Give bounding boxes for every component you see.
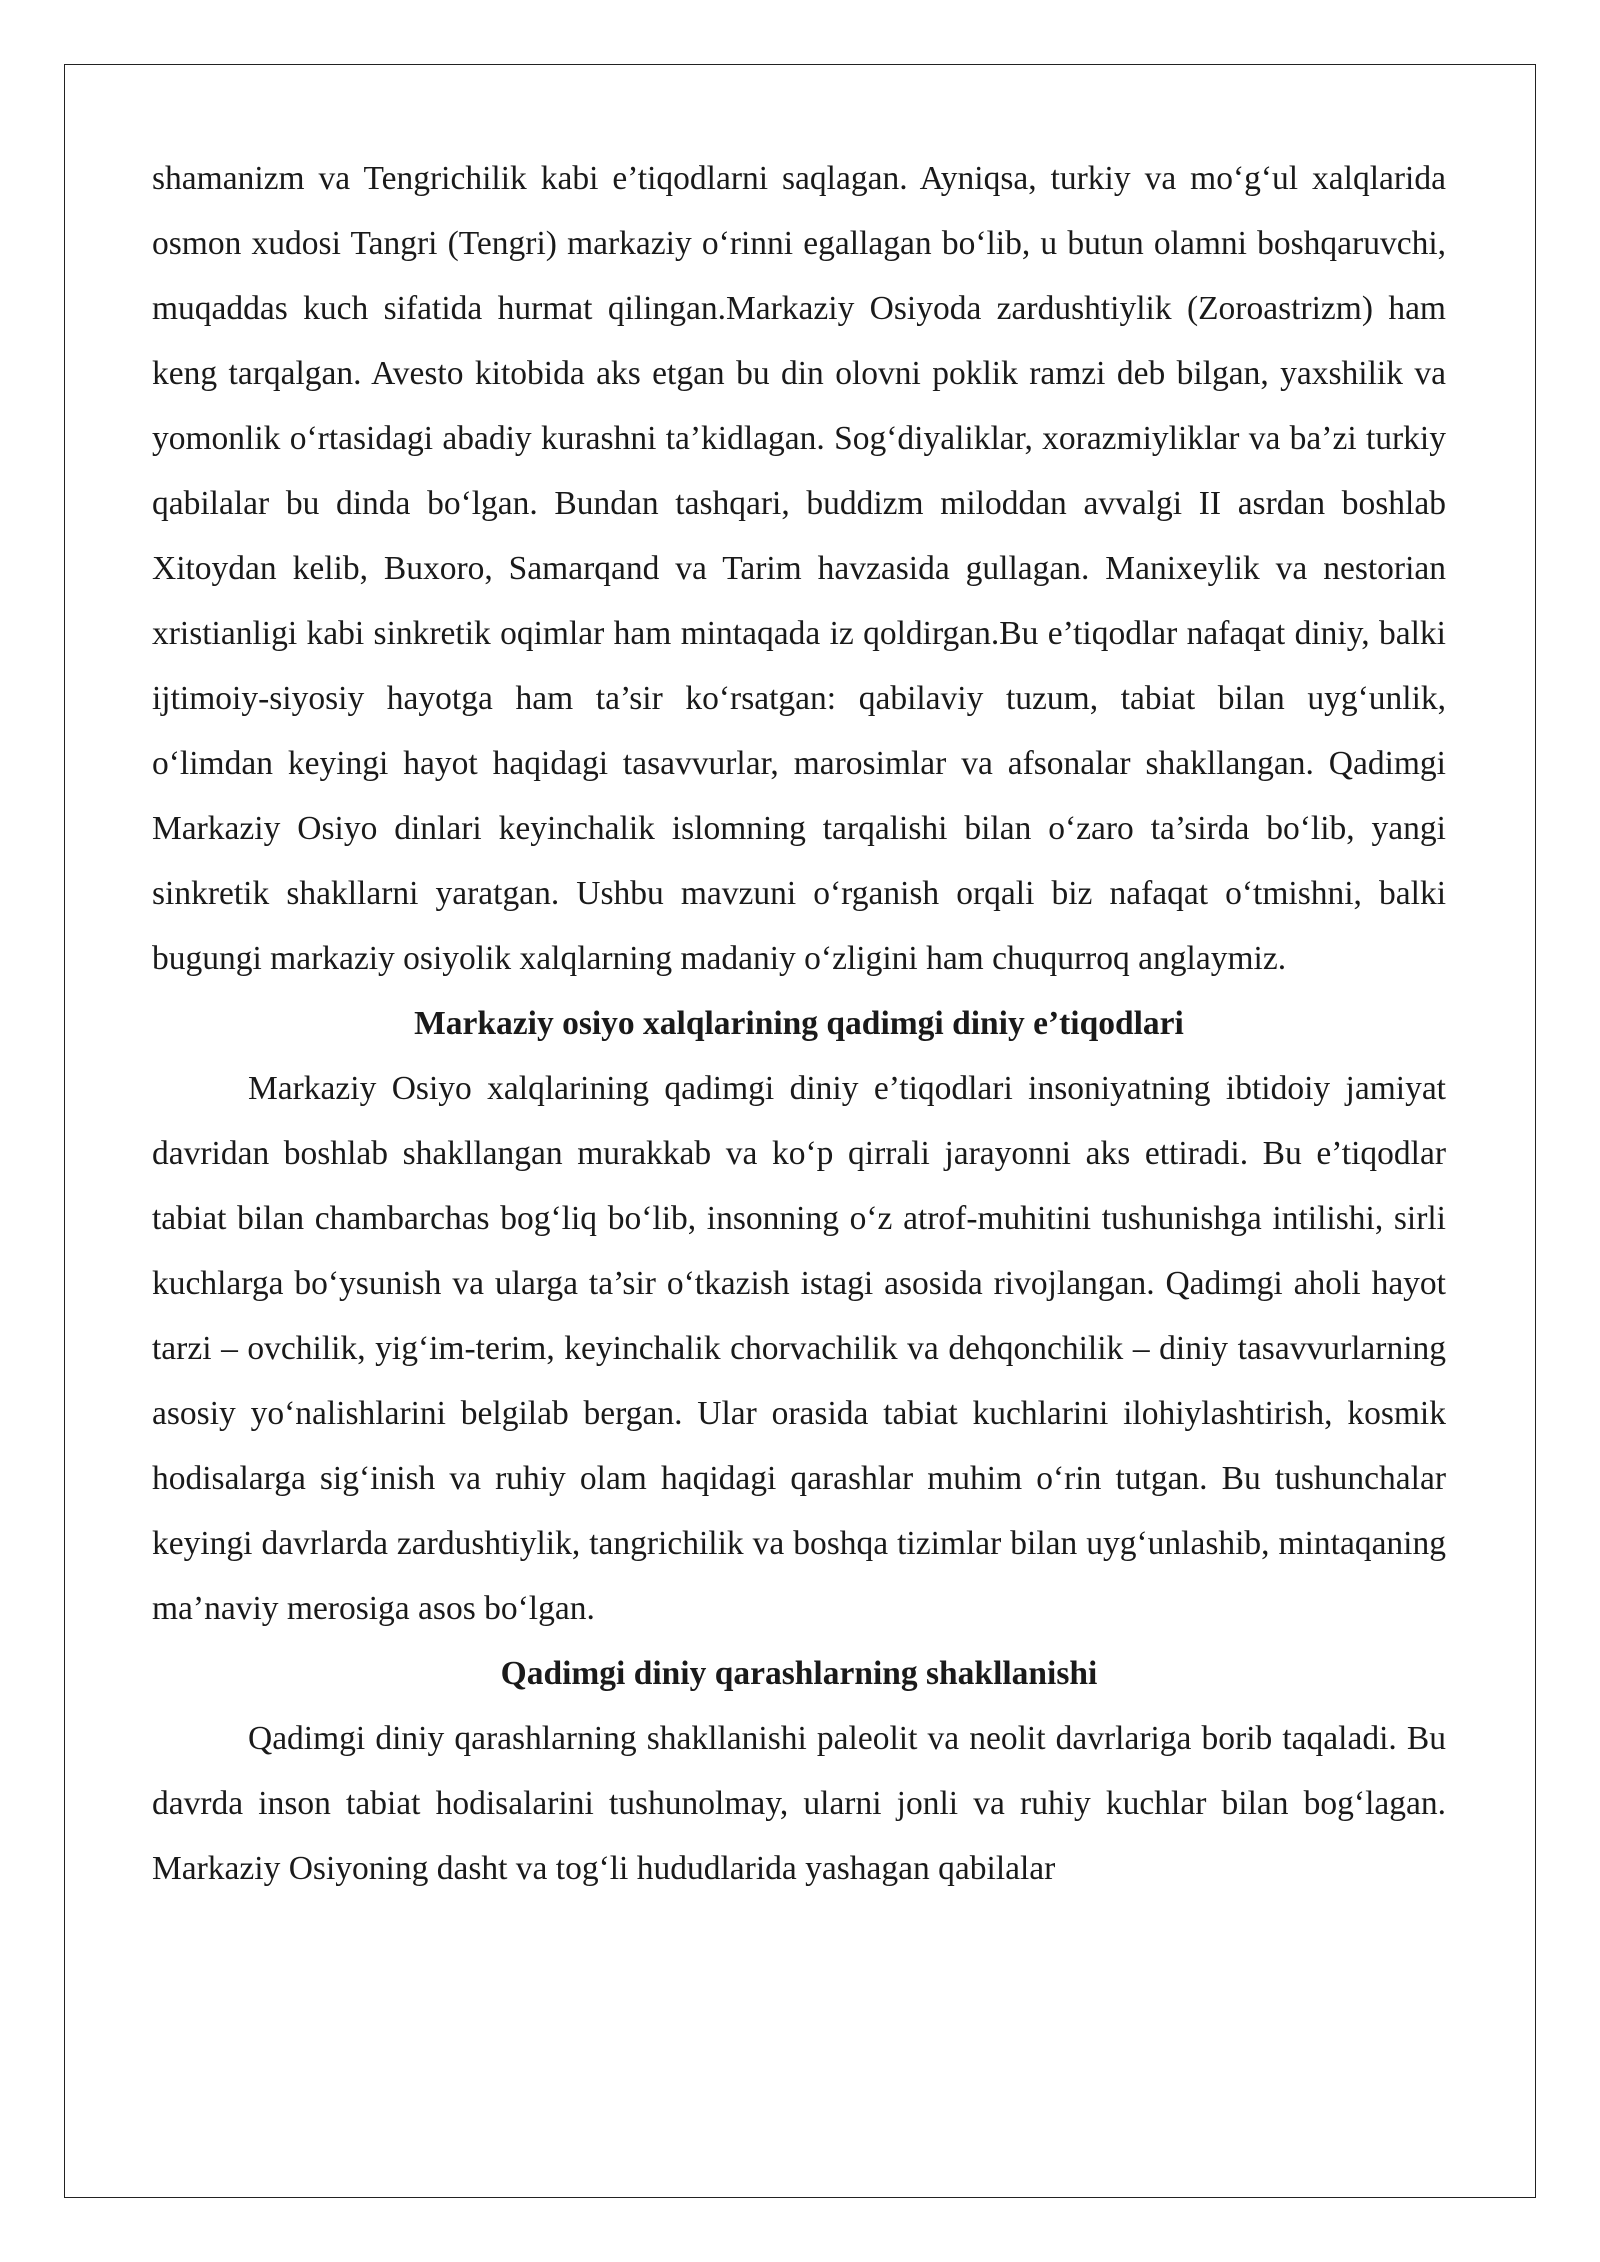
- section-heading-formation: Qadimgi diniy qarashlarning shakllanishi: [500, 1655, 1098, 1692]
- document-body: [152, 146, 1446, 1901]
- paragraph-intro-continuation: shamanizm va Tengrichilik kabi e’tiqodlarni saqlagan. Ayniqsa, turkiy va mo‘g‘ul xalqlarida osmon xudosi Tangri (Tengri) markaziy o‘rinni egallagan bo‘lib, u butun olamni boshqaruvchi, muqaddas kuch sifatida hurmat qilingan.Markaziy Osiyoda zardushtiylik (Zoroastrizm) ham keng tarqalgan. Avesto kitobida aks etgan bu din olovni poklik ramzi deb bilgan, yaxshilik va yomonlik o‘rtasidagi abadiy kurashni ta’kidlagan. Sog‘diyaliklar, xorazmiyliklar va ba’zi turkiy qabilalar bu dinda bo‘lgan. Bundan tashqari, buddizm miloddan avvalgi II asrdan boshlab Xitoydan kelib, Buxoro, Samarqand va Tarim havzasida gullagan. Manixeylik va nestorian xristianligi kabi sinkretik oqimlar ham mintaqada iz qoldirgan.Bu e’tiqodlar nafaqat diniy, balki ijtimoiy-siyosiy hayotga ham ta’sir ko‘rsatgan: qabilaviy tuzum, tabiat bilan uyg‘unlik, o‘limdan keyingi hayot haqidagi tasavvurlar, marosimlar va afsonalar shakllangan. Qadimgi Markaziy Osiyo dinlari keyinchalik islomning tarqalishi bilan o‘zaro ta’sirda bo‘lib, yangi sinkretik shakllarni yaratgan. Ushbu mavzuni o‘rganish orqali biz nafaqat o‘tmishni, balki bugungi markaziy osiyolik xalqlarning madaniy o‘zligini ham chuqurroq anglaymiz.: [152, 160, 1446, 977]
- paragraph-ancient-beliefs: Markaziy Osiyo xalqlarining qadimgi diniy e’tiqodlari insoniyatning ibtidoiy jamiyat davridan boshlab shakllangan murakkab va ko‘p qirrali jarayonni aks ettiradi. Bu e’tiqodlar tabiat bilan chambarchas bog‘liq bo‘lib, insonning o‘z atrof-muhitini tushunishga intilishi, sirli kuchlarga bo‘ysunish va ularga ta’sir o‘tkazish istagi asosida rivojlangan. Qadimgi aholi hayot tarzi – ovchilik, yig‘im-terim, keyinchalik chorvachilik va dehqonchilik – diniy tasavvurlarning asosiy yo‘nalishlarini belgilab bergan. Ular orasida tabiat kuchlarini ilohiylashtirish, kosmik hodisalarga sig‘inish va ruhiy olam haqidagi qarashlar muhim o‘rin tutgan. Bu tushunchalar keyingi davrlarda zardushtiylik, tangrichilik va boshqa tizimlar bilan uyg‘unlashib, mintaqaning ma’naviy merosiga asos bo‘lgan.: [152, 1070, 1446, 1627]
- section-heading-ancient-beliefs: Markaziy osiyo xalqlarining qadimgi diniy e’tiqodlari: [414, 1005, 1184, 1042]
- paragraph-formation: Qadimgi diniy qarashlarning shakllanishi paleolit va neolit davrlariga borib taqaladi. Bu davrda inson tabiat hodisalarini tushunolmay, ularni jonli va ruhiy kuchlar bilan bog‘lagan. Markaziy Osiyoning dasht va tog‘li hududlarida yashagan qabilalar: [152, 1720, 1446, 1887]
